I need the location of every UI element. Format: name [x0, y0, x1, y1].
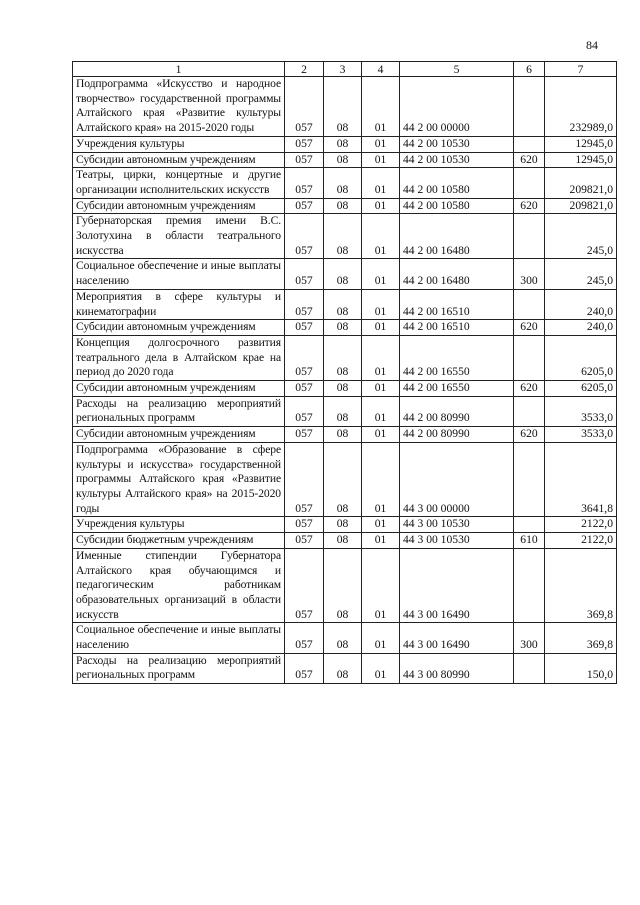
ministry-code: 057 [285, 381, 324, 397]
expense-type-code: 300 [514, 259, 545, 289]
table-row [73, 381, 617, 397]
item-name: Учреждения культуры [73, 136, 285, 152]
section-code: 08 [324, 517, 362, 533]
ministry-code: 057 [285, 77, 324, 137]
expense-type-code: 300 [514, 623, 545, 653]
table-row [73, 653, 617, 683]
item-name: Субсидии автономным учреждениям [73, 152, 285, 168]
ministry-code: 057 [285, 259, 324, 289]
section-code: 08 [324, 152, 362, 168]
column-header-2: 2 [285, 62, 324, 77]
amount: 232989,0 [545, 77, 617, 137]
ministry-code: 057 [285, 517, 324, 533]
item-name: Подпрограмма «Образование в сфере культуры и искусства» государственной программы Алтайского края «Развитие культуры Алтайского края» на 2015-2020 годы [73, 442, 285, 517]
target-article-code: 44 3 00 00000 [400, 442, 514, 517]
table-row [73, 548, 617, 623]
subsection-code: 01 [362, 381, 400, 397]
amount: 209821,0 [545, 168, 617, 198]
target-article-code: 44 2 00 10580 [400, 168, 514, 198]
amount: 245,0 [545, 214, 617, 259]
section-code: 08 [324, 335, 362, 380]
ministry-code: 057 [285, 152, 324, 168]
target-article-code: 44 2 00 16510 [400, 320, 514, 336]
item-name: Расходы на реализацию мероприятий региональных программ [73, 653, 285, 683]
target-article-code: 44 2 00 16480 [400, 259, 514, 289]
target-article-code: 44 2 00 16550 [400, 335, 514, 380]
section-code: 08 [324, 381, 362, 397]
ministry-code: 057 [285, 427, 324, 443]
item-name: Театры, цирки, концертные и другие организации исполнительских искусств [73, 168, 285, 198]
item-name: Учреждения культуры [73, 517, 285, 533]
expense-type-code [514, 289, 545, 319]
table-row [73, 427, 617, 443]
target-article-code: 44 2 00 00000 [400, 77, 514, 137]
table-row [73, 198, 617, 214]
ministry-code: 057 [285, 198, 324, 214]
header-row [73, 62, 617, 77]
amount: 3533,0 [545, 427, 617, 443]
expense-type-code [514, 548, 545, 623]
ministry-code: 057 [285, 168, 324, 198]
subsection-code: 01 [362, 259, 400, 289]
subsection-code: 01 [362, 335, 400, 380]
expense-type-code [514, 396, 545, 426]
column-header-6: 6 [514, 62, 545, 77]
section-code: 08 [324, 289, 362, 319]
table-row [73, 77, 617, 137]
section-code: 08 [324, 442, 362, 517]
column-header-4: 4 [362, 62, 400, 77]
subsection-code: 01 [362, 442, 400, 517]
expense-type-code: 620 [514, 152, 545, 168]
ministry-code: 057 [285, 548, 324, 623]
item-name: Расходы на реализацию мероприятий региональных программ [73, 396, 285, 426]
section-code: 08 [324, 136, 362, 152]
item-name: Социальное обеспечение и иные выплаты населению [73, 259, 285, 289]
subsection-code: 01 [362, 533, 400, 549]
amount: 369,8 [545, 548, 617, 623]
table-row [73, 259, 617, 289]
expense-type-code [514, 214, 545, 259]
table-row [73, 396, 617, 426]
target-article-code: 44 2 00 10530 [400, 152, 514, 168]
expense-type-code [514, 517, 545, 533]
page-number: 84 [586, 38, 598, 52]
amount: 150,0 [545, 653, 617, 683]
amount: 240,0 [545, 320, 617, 336]
subsection-code: 01 [362, 198, 400, 214]
subsection-code: 01 [362, 427, 400, 443]
column-header-1: 1 [73, 62, 285, 77]
item-name: Субсидии автономным учреждениям [73, 381, 285, 397]
section-code: 08 [324, 259, 362, 289]
column-header-7: 7 [545, 62, 617, 77]
subsection-code: 01 [362, 396, 400, 426]
ministry-code: 057 [285, 533, 324, 549]
expense-type-code [514, 442, 545, 517]
subsection-code: 01 [362, 653, 400, 683]
subsection-code: 01 [362, 548, 400, 623]
subsection-code: 01 [362, 152, 400, 168]
section-code: 08 [324, 320, 362, 336]
table-row [73, 214, 617, 259]
section-code: 08 [324, 214, 362, 259]
target-article-code: 44 3 00 16490 [400, 548, 514, 623]
table-row [73, 623, 617, 653]
ministry-code: 057 [285, 214, 324, 259]
target-article-code: 44 2 00 80990 [400, 396, 514, 426]
expense-type-code: 610 [514, 533, 545, 549]
subsection-code: 01 [362, 289, 400, 319]
expense-type-code: 620 [514, 198, 545, 214]
amount: 12945,0 [545, 136, 617, 152]
subsection-code: 01 [362, 214, 400, 259]
target-article-code: 44 2 00 16480 [400, 214, 514, 259]
subsection-code: 01 [362, 136, 400, 152]
target-article-code: 44 2 00 80990 [400, 427, 514, 443]
target-article-code: 44 2 00 16550 [400, 381, 514, 397]
section-code: 08 [324, 623, 362, 653]
section-code: 08 [324, 168, 362, 198]
section-code: 08 [324, 396, 362, 426]
item-name: Субсидии автономным учреждениям [73, 427, 285, 443]
amount: 240,0 [545, 289, 617, 319]
expense-type-code [514, 136, 545, 152]
target-article-code: 44 2 00 10530 [400, 136, 514, 152]
amount: 209821,0 [545, 198, 617, 214]
section-code: 08 [324, 198, 362, 214]
column-header-5: 5 [400, 62, 514, 77]
ministry-code: 057 [285, 653, 324, 683]
ministry-code: 057 [285, 442, 324, 517]
ministry-code: 057 [285, 623, 324, 653]
table-row [73, 533, 617, 549]
expense-type-code [514, 77, 545, 137]
target-article-code: 44 2 00 16510 [400, 289, 514, 319]
ministry-code: 057 [285, 396, 324, 426]
table-row [73, 320, 617, 336]
item-name: Субсидии автономным учреждениям [73, 320, 285, 336]
item-name: Именные стипендии Губернатора Алтайского края обучающимся и педагогическим работникам образовательных организаций в области искусств [73, 548, 285, 623]
amount: 3533,0 [545, 396, 617, 426]
amount: 2122,0 [545, 533, 617, 549]
expense-type-code: 620 [514, 320, 545, 336]
expense-type-code: 620 [514, 381, 545, 397]
subsection-code: 01 [362, 623, 400, 653]
target-article-code: 44 3 00 10530 [400, 517, 514, 533]
table-row [73, 289, 617, 319]
table-row [73, 517, 617, 533]
subsection-code: 01 [362, 168, 400, 198]
target-article-code: 44 3 00 16490 [400, 623, 514, 653]
target-article-code: 44 3 00 80990 [400, 653, 514, 683]
expense-type-code [514, 168, 545, 198]
table-row [73, 442, 617, 517]
subsection-code: 01 [362, 320, 400, 336]
table-row [73, 168, 617, 198]
subsection-code: 01 [362, 517, 400, 533]
section-code: 08 [324, 548, 362, 623]
amount: 12945,0 [545, 152, 617, 168]
target-article-code: 44 2 00 10580 [400, 198, 514, 214]
item-name: Мероприятия в сфере культуры и кинематографии [73, 289, 285, 319]
amount: 369,8 [545, 623, 617, 653]
item-name: Субсидии автономным учреждениям [73, 198, 285, 214]
amount: 3641,8 [545, 442, 617, 517]
item-name: Концепция долгосрочного развития театрального дела в Алтайском крае на период до 2020 года [73, 335, 285, 380]
column-header-3: 3 [324, 62, 362, 77]
amount: 6205,0 [545, 381, 617, 397]
section-code: 08 [324, 427, 362, 443]
ministry-code: 057 [285, 335, 324, 380]
target-article-code: 44 3 00 10530 [400, 533, 514, 549]
table-row [73, 152, 617, 168]
section-code: 08 [324, 533, 362, 549]
amount: 6205,0 [545, 335, 617, 380]
ministry-code: 057 [285, 320, 324, 336]
expense-type-code [514, 653, 545, 683]
table-row [73, 136, 617, 152]
ministry-code: 057 [285, 289, 324, 319]
amount: 245,0 [545, 259, 617, 289]
expense-type-code: 620 [514, 427, 545, 443]
item-name: Губернаторская премия имени В.С. Золотухина в области театрального искусства [73, 214, 285, 259]
budget-table [72, 61, 617, 684]
table-row [73, 335, 617, 380]
item-name: Субсидии бюджетным учреждениям [73, 533, 285, 549]
section-code: 08 [324, 653, 362, 683]
ministry-code: 057 [285, 136, 324, 152]
subsection-code: 01 [362, 77, 400, 137]
section-code: 08 [324, 77, 362, 137]
item-name: Подпрограмма «Искусство и народное творчество» государственной программы Алтайского края «Развитие культуры Алтайского края» на 2015-2020 годы [73, 77, 285, 137]
expense-type-code [514, 335, 545, 380]
amount: 2122,0 [545, 517, 617, 533]
item-name: Социальное обеспечение и иные выплаты населению [73, 623, 285, 653]
